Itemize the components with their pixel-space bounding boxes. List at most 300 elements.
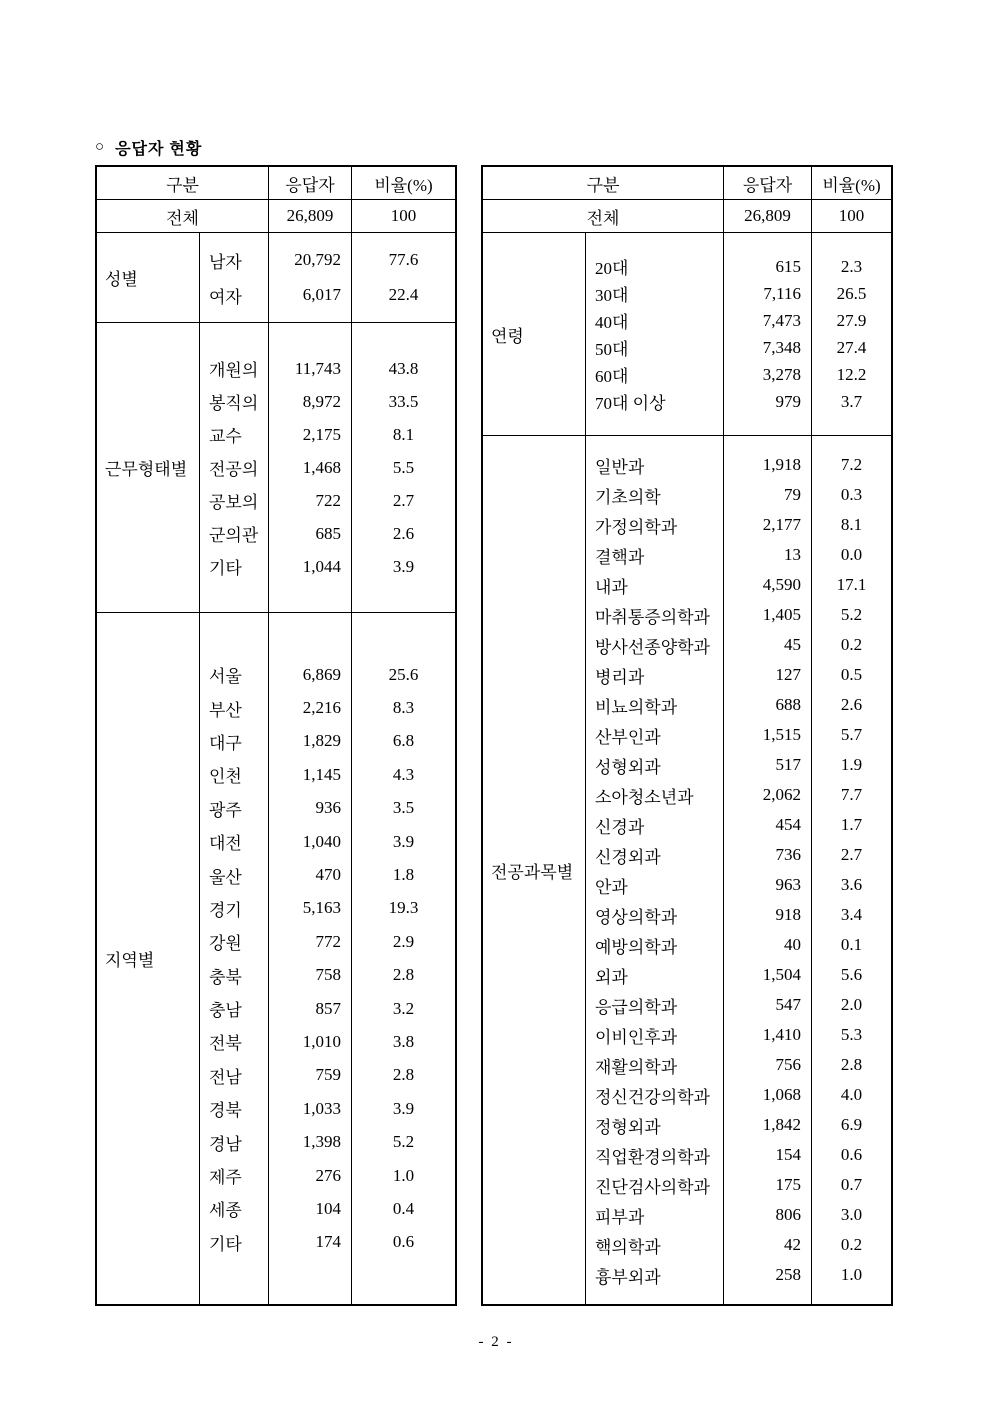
cell-ratio: 5.5 <box>351 451 455 484</box>
cell-ratio: 12.2 <box>811 361 891 388</box>
section-spacer-row <box>200 613 455 658</box>
spacer-cell <box>723 436 811 450</box>
cell-ratio: 25.6 <box>351 658 455 691</box>
section-body <box>200 613 455 1304</box>
section-spacer-row <box>586 415 891 435</box>
table-section <box>97 323 455 613</box>
page-title-text: 응답자 현황 <box>115 140 203 158</box>
cell-label: 20대 <box>595 259 629 278</box>
spacer-cell <box>811 415 891 435</box>
total-respondents: 26,809 <box>723 200 811 232</box>
cell-ratio: 0.1 <box>811 930 891 960</box>
cell-label: 30대 <box>595 286 629 305</box>
cell-ratio: 33.5 <box>351 385 455 418</box>
cell-label: 60대 <box>595 367 629 386</box>
cell-label: 서울 <box>209 667 242 687</box>
cell-respondents: 1,033 <box>268 1092 351 1125</box>
cell-label: 이비인후과 <box>595 1027 678 1047</box>
table-row <box>586 1050 891 1080</box>
spacer-cell <box>200 323 268 352</box>
cell-label: 40대 <box>595 313 629 332</box>
cell-ratio: 3.0 <box>811 1200 891 1230</box>
cell-ratio: 2.6 <box>351 517 455 550</box>
cell-ratio: 1.7 <box>811 810 891 840</box>
cell-ratio: 2.8 <box>351 959 455 992</box>
cell-respondents: 1,842 <box>723 1110 811 1140</box>
table-row <box>586 1020 891 1050</box>
cell-respondents: 104 <box>268 1192 351 1225</box>
table-section <box>97 613 455 1304</box>
cell-respondents: 1,405 <box>723 600 811 630</box>
cell-label: 정형외과 <box>595 1117 661 1137</box>
cell-label: 외과 <box>595 967 628 987</box>
cell-respondents: 1,040 <box>268 825 351 858</box>
spacer-cell <box>200 1259 268 1304</box>
cell-label: 신경과 <box>595 817 645 837</box>
table-row <box>200 959 455 992</box>
table-row <box>586 720 891 750</box>
table-row <box>586 1200 891 1230</box>
spacer-cell <box>351 1259 455 1304</box>
cell-respondents: 7,116 <box>723 280 811 307</box>
table-row <box>586 990 891 1020</box>
table-row <box>200 691 455 724</box>
cell-label: 광주 <box>209 800 242 820</box>
cell-ratio: 0.6 <box>811 1140 891 1170</box>
cell-label: 전북 <box>209 1034 242 1054</box>
cell-ratio: 5.3 <box>811 1020 891 1050</box>
cell-ratio: 4.3 <box>351 758 455 791</box>
cell-ratio: 3.5 <box>351 792 455 825</box>
cell-respondents: 42 <box>723 1230 811 1260</box>
table-row <box>200 758 455 791</box>
table-row <box>200 517 455 550</box>
cell-label: 응급의학과 <box>595 997 678 1017</box>
cell-respondents: 1,918 <box>723 450 811 480</box>
cell-label: 울산 <box>209 867 242 887</box>
cell-ratio: 2.9 <box>351 925 455 958</box>
cell-label: 부산 <box>209 700 242 720</box>
cell-label: 대전 <box>209 834 242 854</box>
spacer-cell <box>200 583 268 612</box>
cell-ratio: 0.2 <box>811 630 891 660</box>
section-category-cell: 근무형태별 <box>97 323 200 612</box>
cell-ratio: 7.7 <box>811 780 891 810</box>
table-row <box>586 630 891 660</box>
section-category-cell: 지역별 <box>97 613 200 1304</box>
section-body <box>586 233 891 435</box>
cell-label: 핵의학과 <box>595 1237 661 1257</box>
cell-label: 병리과 <box>595 667 645 687</box>
cell-ratio: 3.2 <box>351 992 455 1025</box>
section-body <box>200 233 455 322</box>
spacer-cell <box>586 233 723 253</box>
spacer-cell <box>586 436 723 450</box>
cell-respondents: 1,410 <box>723 1020 811 1050</box>
spacer-cell <box>268 323 351 352</box>
spacer-cell <box>268 1259 351 1304</box>
spacer-cell <box>811 233 891 253</box>
table-row <box>586 660 891 690</box>
cell-respondents: 1,829 <box>268 725 351 758</box>
table-row <box>586 750 891 780</box>
table-row <box>586 1170 891 1200</box>
cell-label: 경기 <box>209 900 242 920</box>
cell-respondents: 8,972 <box>268 385 351 418</box>
cell-label: 정신건강의학과 <box>595 1087 710 1107</box>
table-row <box>586 900 891 930</box>
cell-respondents: 127 <box>723 660 811 690</box>
cell-ratio: 6.8 <box>351 725 455 758</box>
total-ratio: 100 <box>811 200 891 232</box>
cell-respondents: 857 <box>268 992 351 1025</box>
section-spacer-row <box>200 323 455 352</box>
cell-respondents: 4,590 <box>723 570 811 600</box>
spacer-cell <box>200 233 268 243</box>
table-row <box>200 1192 455 1225</box>
cell-ratio: 5.2 <box>811 600 891 630</box>
cell-respondents: 2,216 <box>268 691 351 724</box>
cell-label: 군의관 <box>209 526 259 545</box>
cell-respondents: 2,177 <box>723 510 811 540</box>
spacer-cell <box>268 313 351 323</box>
cell-label: 산부인과 <box>595 727 661 747</box>
cell-label: 충북 <box>209 967 242 987</box>
section-spacer-row <box>586 1290 891 1304</box>
table-row <box>200 1159 455 1192</box>
spacer-cell <box>268 583 351 612</box>
cell-label: 70대 이상 <box>595 394 666 413</box>
cell-label: 방사선종양학과 <box>595 637 710 657</box>
section-spacer-row <box>200 1259 455 1304</box>
table-row <box>200 550 455 583</box>
cell-label: 기초의학 <box>595 487 661 507</box>
cell-ratio: 26.5 <box>811 280 891 307</box>
table-row <box>586 1140 891 1170</box>
table-row <box>586 307 891 334</box>
cell-label: 전남 <box>209 1067 242 1087</box>
cell-respondents: 40 <box>723 930 811 960</box>
cell-label: 남자 <box>209 252 242 272</box>
cell-label: 직업환경의학과 <box>595 1147 710 1167</box>
cell-ratio: 5.6 <box>811 960 891 990</box>
table-row <box>200 858 455 891</box>
total-row <box>97 200 455 233</box>
cell-label: 기타 <box>209 559 242 578</box>
cell-ratio: 8.1 <box>811 510 891 540</box>
table-row <box>200 278 455 313</box>
cell-label: 내과 <box>595 577 628 597</box>
cell-label: 예방의학과 <box>595 937 678 957</box>
header-cell-ratio: 비율(%) <box>811 167 891 199</box>
circle-bullet-icon: ○ <box>95 138 105 155</box>
cell-respondents: 20,792 <box>268 243 351 278</box>
cell-label: 비뇨의학과 <box>595 697 678 717</box>
table-header-row <box>97 167 455 200</box>
cell-ratio: 3.7 <box>811 388 891 415</box>
cell-label: 경남 <box>209 1134 242 1154</box>
page-title <box>95 136 202 158</box>
cell-respondents: 470 <box>268 858 351 891</box>
cell-ratio: 3.9 <box>351 550 455 583</box>
table-row <box>200 1226 455 1259</box>
table-row <box>200 892 455 925</box>
cell-label: 50대 <box>595 340 629 359</box>
table-section <box>483 233 891 436</box>
table-row <box>200 825 455 858</box>
spacer-cell <box>723 1290 811 1304</box>
cell-ratio: 0.0 <box>811 540 891 570</box>
table-row <box>586 253 891 280</box>
cell-ratio: 1.0 <box>811 1260 891 1290</box>
table-row <box>586 600 891 630</box>
cell-respondents: 685 <box>268 517 351 550</box>
cell-respondents: 5,163 <box>268 892 351 925</box>
total-ratio: 100 <box>351 200 455 232</box>
section-body <box>200 323 455 612</box>
spacer-cell <box>351 233 455 243</box>
cell-ratio: 2.3 <box>811 253 891 280</box>
cell-ratio: 0.3 <box>811 480 891 510</box>
section-body <box>586 436 891 1304</box>
spacer-cell <box>268 233 351 243</box>
cell-label: 봉직의 <box>209 394 259 413</box>
section-spacer-row <box>586 233 891 253</box>
cell-respondents: 2,175 <box>268 418 351 451</box>
spacer-cell <box>268 613 351 658</box>
spacer-cell <box>351 613 455 658</box>
cell-label: 흉부외과 <box>595 1267 661 1287</box>
total-label: 전체 <box>586 208 620 228</box>
table-row <box>586 840 891 870</box>
cell-label: 성형외과 <box>595 757 661 777</box>
cell-ratio: 43.8 <box>351 352 455 385</box>
cell-respondents: 772 <box>268 925 351 958</box>
cell-label: 진단검사의학과 <box>595 1177 710 1197</box>
cell-label: 안과 <box>595 877 628 897</box>
table-row <box>586 334 891 361</box>
table-row <box>586 930 891 960</box>
respondent-table-left <box>95 165 457 1306</box>
table-row <box>200 352 455 385</box>
total-label: 전체 <box>166 208 199 228</box>
cell-label: 경북 <box>209 1101 242 1121</box>
cell-label: 개원의 <box>209 361 259 380</box>
cell-respondents: 1,398 <box>268 1125 351 1158</box>
cell-respondents: 11,743 <box>268 352 351 385</box>
cell-label: 세종 <box>209 1201 242 1221</box>
cell-ratio: 0.4 <box>351 1192 455 1225</box>
cell-label: 소아청소년과 <box>595 787 694 807</box>
cell-label: 마취통증의학과 <box>595 607 710 627</box>
table-row <box>200 658 455 691</box>
cell-label: 인천 <box>209 767 242 787</box>
cell-ratio: 1.9 <box>811 750 891 780</box>
cell-ratio: 77.6 <box>351 243 455 278</box>
cell-label: 기타 <box>209 1234 242 1254</box>
cell-ratio: 3.9 <box>351 1092 455 1125</box>
cell-respondents: 936 <box>268 792 351 825</box>
cell-ratio: 2.7 <box>351 484 455 517</box>
cell-respondents: 45 <box>723 630 811 660</box>
table-section <box>97 233 455 323</box>
table-row <box>586 1080 891 1110</box>
section-category-cell: 성별 <box>97 233 200 322</box>
table-row <box>586 870 891 900</box>
spacer-cell <box>351 583 455 612</box>
header-cell-ratio: 비율(%) <box>351 167 455 199</box>
cell-ratio: 17.1 <box>811 570 891 600</box>
cell-label: 전공의 <box>209 460 259 479</box>
cell-ratio: 6.9 <box>811 1110 891 1140</box>
table-row <box>586 280 891 307</box>
section-category-cell: 전공과목별 <box>483 436 586 1304</box>
cell-respondents: 615 <box>723 253 811 280</box>
table-row <box>586 361 891 388</box>
cell-ratio: 0.2 <box>811 1230 891 1260</box>
cell-ratio: 3.8 <box>351 1025 455 1058</box>
cell-respondents: 1,468 <box>268 451 351 484</box>
cell-respondents: 154 <box>723 1140 811 1170</box>
respondent-table-right <box>481 165 893 1306</box>
table-row <box>200 925 455 958</box>
table-row <box>200 1025 455 1058</box>
cell-respondents: 736 <box>723 840 811 870</box>
cell-ratio: 2.8 <box>811 1050 891 1080</box>
total-respondents: 26,809 <box>268 200 351 232</box>
cell-respondents: 1,068 <box>723 1080 811 1110</box>
cell-ratio: 2.6 <box>811 690 891 720</box>
cell-respondents: 276 <box>268 1159 351 1192</box>
cell-label: 대구 <box>209 733 242 753</box>
table-row <box>200 992 455 1025</box>
cell-respondents: 1,010 <box>268 1025 351 1058</box>
section-spacer-row <box>586 436 891 450</box>
spacer-cell <box>723 415 811 435</box>
cell-respondents: 1,044 <box>268 550 351 583</box>
table-row <box>586 388 891 415</box>
table-row <box>586 1110 891 1140</box>
cell-respondents: 6,869 <box>268 658 351 691</box>
cell-ratio: 2.7 <box>811 840 891 870</box>
header-cell-respondents: 응답자 <box>268 167 351 199</box>
cell-respondents: 963 <box>723 870 811 900</box>
spacer-cell <box>723 233 811 253</box>
cell-ratio: 5.2 <box>351 1125 455 1158</box>
cell-ratio: 3.9 <box>351 825 455 858</box>
cell-respondents: 547 <box>723 990 811 1020</box>
table-row <box>200 1092 455 1125</box>
table-row <box>200 385 455 418</box>
table-row <box>586 960 891 990</box>
cell-respondents: 722 <box>268 484 351 517</box>
section-spacer-row <box>200 233 455 243</box>
cell-ratio: 8.1 <box>351 418 455 451</box>
cell-ratio: 5.7 <box>811 720 891 750</box>
spacer-cell <box>200 613 268 658</box>
cell-respondents: 6,017 <box>268 278 351 313</box>
spacer-cell <box>586 1290 723 1304</box>
cell-respondents: 758 <box>268 959 351 992</box>
table-row <box>200 418 455 451</box>
cell-label: 피부과 <box>595 1207 645 1227</box>
table-row <box>586 810 891 840</box>
cell-respondents: 174 <box>268 1226 351 1259</box>
cell-respondents: 175 <box>723 1170 811 1200</box>
cell-respondents: 918 <box>723 900 811 930</box>
spacer-cell <box>586 415 723 435</box>
cell-ratio: 0.7 <box>811 1170 891 1200</box>
cell-respondents: 759 <box>268 1059 351 1092</box>
cell-respondents: 979 <box>723 388 811 415</box>
header-cell-category: 구분 <box>586 175 620 195</box>
cell-respondents: 258 <box>723 1260 811 1290</box>
cell-ratio: 3.4 <box>811 900 891 930</box>
cell-label: 결핵과 <box>595 547 645 567</box>
cell-label: 교수 <box>209 427 242 446</box>
cell-ratio: 3.6 <box>811 870 891 900</box>
cell-ratio: 19.3 <box>351 892 455 925</box>
cell-respondents: 756 <box>723 1050 811 1080</box>
header-cell-category: 구분 <box>166 175 199 195</box>
table-row <box>586 510 891 540</box>
cell-respondents: 688 <box>723 690 811 720</box>
table-row <box>586 690 891 720</box>
spacer-cell <box>200 313 268 323</box>
cell-respondents: 3,278 <box>723 361 811 388</box>
header-cell-respondents: 응답자 <box>723 167 811 199</box>
cell-respondents: 7,348 <box>723 334 811 361</box>
cell-respondents: 7,473 <box>723 307 811 334</box>
cell-label: 제주 <box>209 1168 242 1188</box>
cell-respondents: 1,145 <box>268 758 351 791</box>
spacer-cell <box>811 1290 891 1304</box>
table-row <box>200 1059 455 1092</box>
cell-respondents: 13 <box>723 540 811 570</box>
spacer-cell <box>351 313 455 323</box>
cell-label: 재활의학과 <box>595 1057 678 1077</box>
cell-label: 강원 <box>209 934 242 954</box>
table-row <box>586 570 891 600</box>
table-row <box>586 540 891 570</box>
cell-ratio: 0.6 <box>351 1226 455 1259</box>
cell-respondents: 2,062 <box>723 780 811 810</box>
cell-ratio: 2.0 <box>811 990 891 1020</box>
cell-ratio: 0.5 <box>811 660 891 690</box>
cell-label: 신경외과 <box>595 847 661 867</box>
cell-respondents: 1,504 <box>723 960 811 990</box>
cell-ratio: 2.8 <box>351 1059 455 1092</box>
cell-ratio: 22.4 <box>351 278 455 313</box>
cell-respondents: 806 <box>723 1200 811 1230</box>
cell-ratio: 1.8 <box>351 858 455 891</box>
table-row <box>586 780 891 810</box>
spacer-cell <box>811 436 891 450</box>
table-row <box>586 480 891 510</box>
cell-label: 여자 <box>209 287 242 307</box>
cell-ratio: 8.3 <box>351 691 455 724</box>
cell-ratio: 1.0 <box>351 1159 455 1192</box>
total-row <box>483 200 891 233</box>
section-spacer-row <box>200 313 455 323</box>
table-row <box>586 450 891 480</box>
cell-respondents: 1,515 <box>723 720 811 750</box>
table-row <box>200 725 455 758</box>
cell-ratio: 27.9 <box>811 307 891 334</box>
cell-respondents: 454 <box>723 810 811 840</box>
cell-respondents: 79 <box>723 480 811 510</box>
cell-ratio: 27.4 <box>811 334 891 361</box>
